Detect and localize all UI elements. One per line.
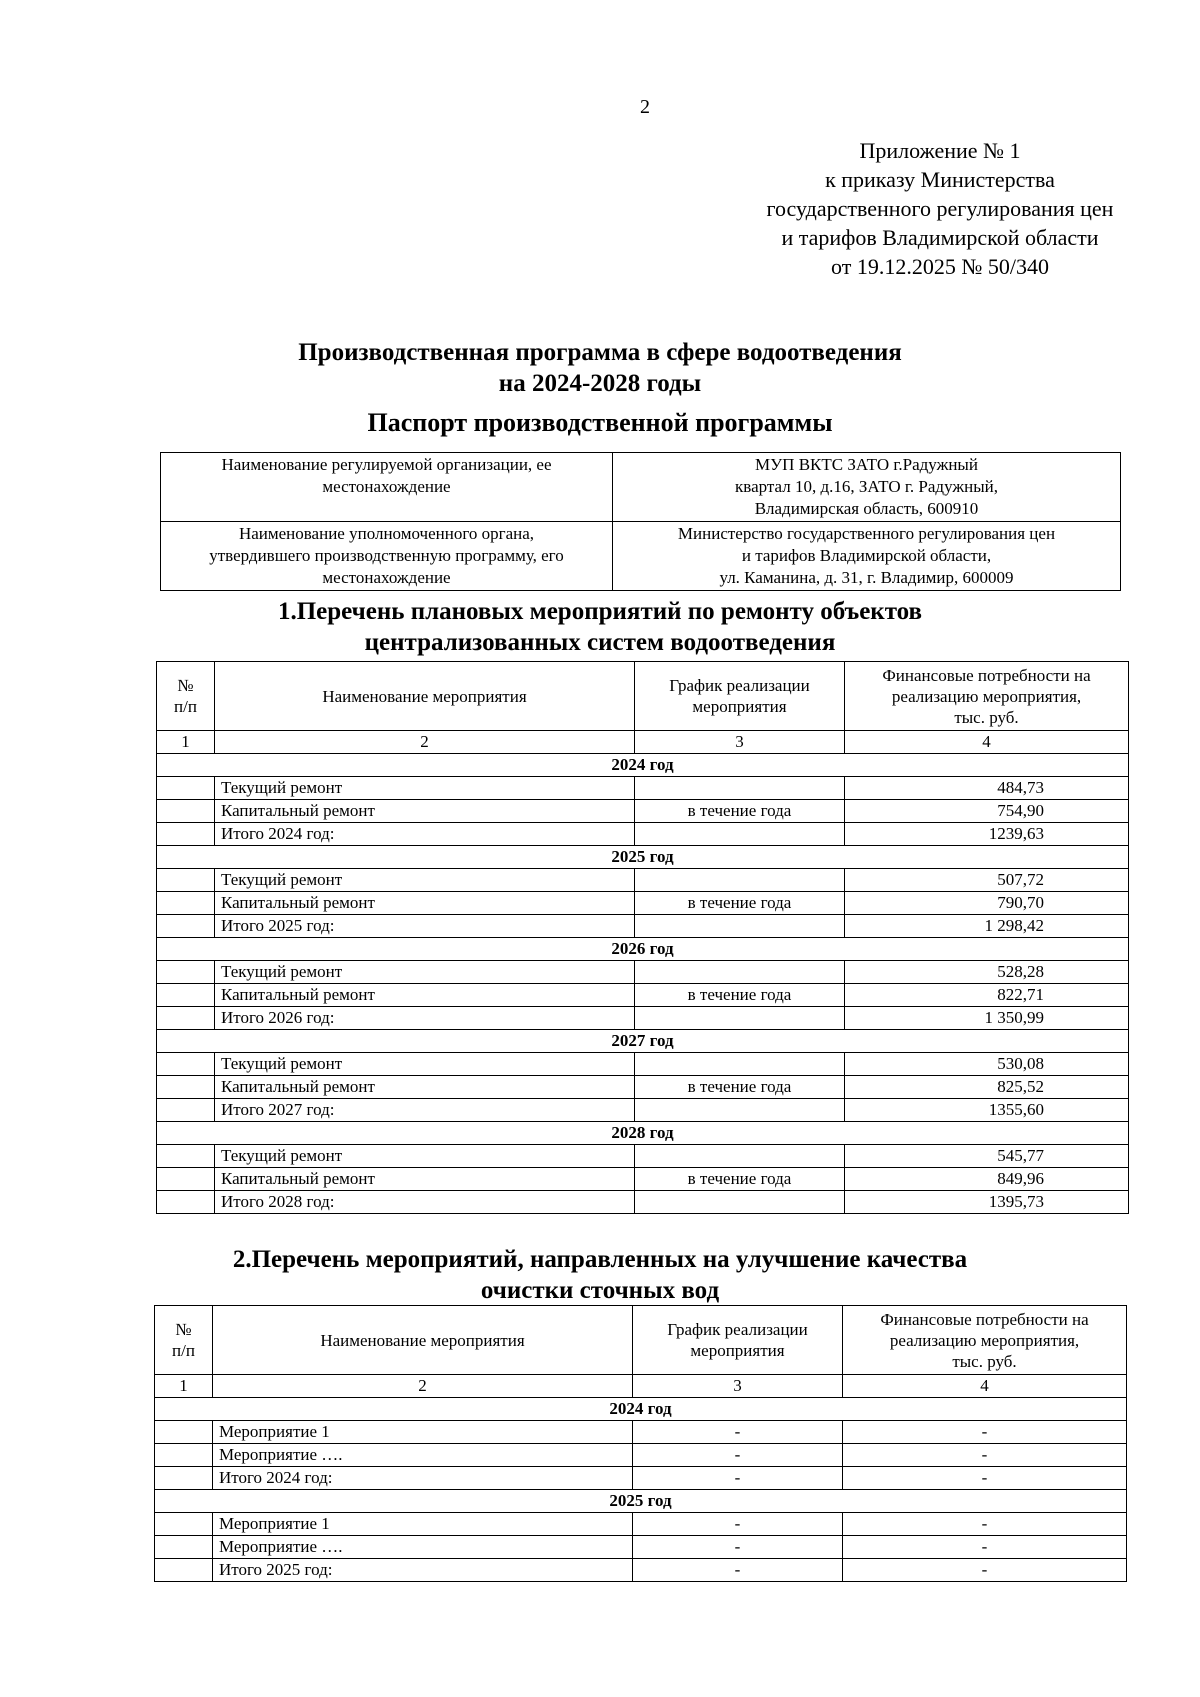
cell-line: местонахождение: [322, 568, 451, 587]
table-header-row: [157, 662, 1129, 731]
cell-line: реализацию мероприятия,: [891, 686, 1082, 706]
table-row: [155, 1421, 1127, 1444]
cell-name: Мероприятие ….: [213, 1444, 633, 1467]
cell-name: Итого 2024 год:: [213, 1467, 633, 1490]
table-row: [157, 1168, 1129, 1191]
cell-line: Финансовые потребности на: [880, 1309, 1089, 1329]
cell-value: 484,73: [845, 777, 1129, 800]
cell-schedule: -: [633, 1444, 843, 1467]
header-name: Наименование мероприятия: [215, 662, 635, 731]
section-title-line: 1.Перечень плановых мероприятий по ремонту объектов: [277, 598, 923, 625]
passport-row: [161, 453, 1121, 522]
cell-value: -: [843, 1421, 1127, 1444]
table-row: [157, 869, 1129, 892]
cell-schedule: [635, 1099, 845, 1122]
column-number: 2: [213, 1375, 633, 1398]
cell-value: 1239,63: [845, 823, 1129, 846]
column-number: 3: [635, 731, 845, 754]
header-num: [155, 1306, 213, 1375]
cell-num: [157, 823, 215, 846]
year-label: 2028 год: [157, 1122, 1129, 1145]
cell-num: [155, 1559, 213, 1582]
section-title-line: централизованных систем водоотведения: [364, 629, 836, 656]
cell-line: тыс. руб.: [952, 1351, 1017, 1371]
cell-num: [157, 1007, 215, 1030]
cell-num: [157, 1076, 215, 1099]
cell-schedule: в течение года: [635, 1168, 845, 1191]
cell-line: МУП ВКТС ЗАТО г.Радужный: [755, 455, 978, 474]
table-row: [157, 823, 1129, 846]
cell-line: График реализации: [669, 676, 810, 695]
table-row: [155, 1444, 1127, 1467]
cell-value: 545,77: [845, 1145, 1129, 1168]
cell-line: Министерство государственного регулирования цен: [677, 524, 1056, 543]
cell-name: Текущий ремонт: [215, 777, 635, 800]
year-label: 2024 год: [155, 1398, 1127, 1421]
year-label: 2026 год: [157, 938, 1129, 961]
cell-name: Текущий ремонт: [215, 869, 635, 892]
passport-row: [161, 522, 1121, 591]
cell-line: Наименование регулируемой организации, ее: [221, 455, 552, 474]
cell-line: №: [177, 676, 194, 695]
cell-schedule: в течение года: [635, 1076, 845, 1099]
year-label: 2025 год: [155, 1490, 1127, 1513]
section2-title: [0, 1244, 1200, 1306]
cell-name: Текущий ремонт: [215, 1053, 635, 1076]
cell-value: 1355,60: [845, 1099, 1129, 1122]
column-number: 1: [157, 731, 215, 754]
cell-name: Мероприятие 1: [213, 1513, 633, 1536]
cell-value: -: [843, 1467, 1127, 1490]
header-num: [157, 662, 215, 731]
cell-num: [155, 1536, 213, 1559]
cell-name: Итого 2025 год:: [215, 915, 635, 938]
cell-schedule: -: [633, 1536, 843, 1559]
table-row: [155, 1513, 1127, 1536]
year-row: [157, 1030, 1129, 1053]
table-row: [157, 1007, 1129, 1030]
cell-num: [155, 1444, 213, 1467]
cell-value: 530,08: [845, 1053, 1129, 1076]
cell-name: Капитальный ремонт: [215, 1076, 635, 1099]
table-row: [157, 800, 1129, 823]
column-number-row: [157, 731, 1129, 754]
cell-schedule: -: [633, 1513, 843, 1536]
table-row: [157, 1076, 1129, 1099]
cell-value: -: [843, 1513, 1127, 1536]
cell-schedule: [635, 869, 845, 892]
year-row: [157, 754, 1129, 777]
appendix-line: от 19.12.2025 № 50/340: [831, 254, 1049, 279]
table-row: [157, 961, 1129, 984]
cell-line: реализацию мероприятия,: [889, 1330, 1080, 1350]
cell-line: местонахождение: [322, 477, 451, 496]
passport-table: [160, 452, 1121, 591]
cell-num: [157, 1168, 215, 1191]
cell-name: Капитальный ремонт: [215, 1168, 635, 1191]
year-label: 2024 год: [157, 754, 1129, 777]
cell-line: и тарифов Владимирской области,: [741, 546, 992, 565]
cell-num: [155, 1421, 213, 1444]
cell-schedule: [635, 1007, 845, 1030]
column-number: 1: [155, 1375, 213, 1398]
cell-value: 822,71: [845, 984, 1129, 1007]
cell-num: [155, 1513, 213, 1536]
table-row: [157, 1099, 1129, 1122]
cell-line: Владимирская область, 600910: [754, 499, 979, 518]
cell-value: 825,52: [845, 1076, 1129, 1099]
year-row: [157, 938, 1129, 961]
cell-num: [157, 777, 215, 800]
header-schedule: [633, 1306, 843, 1375]
cell-name: Текущий ремонт: [215, 1145, 635, 1168]
cell-num: [157, 892, 215, 915]
repair-table: [156, 661, 1129, 1214]
table-row: [157, 1191, 1129, 1214]
cell-name: Итого 2024 год:: [215, 823, 635, 846]
main-title-line: Производственная программа в сфере водоотведения: [298, 339, 902, 366]
cell-name: Мероприятие 1: [213, 1421, 633, 1444]
column-number: 4: [843, 1375, 1127, 1398]
header-finance: [843, 1306, 1127, 1375]
table-row: [157, 892, 1129, 915]
passport-title: Паспорт производственной программы: [367, 408, 833, 437]
cell-name: Мероприятие ….: [213, 1536, 633, 1559]
header-schedule: [635, 662, 845, 731]
cell-line: квартал 10, д.16, ЗАТО г. Радужный,: [735, 477, 998, 496]
quality-table: [154, 1305, 1127, 1582]
year-label: 2025 год: [157, 846, 1129, 869]
cell-line: утвердившего производственную программу, его: [209, 546, 564, 565]
cell-line: мероприятия: [690, 1341, 785, 1360]
table-row: [155, 1467, 1127, 1490]
section1-title: [0, 596, 1200, 658]
column-number: 4: [845, 731, 1129, 754]
page-number: 2: [640, 96, 650, 118]
cell-schedule: [635, 1145, 845, 1168]
cell-num: [157, 1099, 215, 1122]
cell-schedule: [635, 777, 845, 800]
column-number: 3: [633, 1375, 843, 1398]
cell-value: 849,96: [845, 1168, 1129, 1191]
main-title: [0, 337, 1200, 399]
cell-line: мероприятия: [692, 697, 787, 716]
appendix-line: и тарифов Владимирской области: [781, 225, 1099, 250]
table-row: [155, 1559, 1127, 1582]
table-header-row: [155, 1306, 1127, 1375]
year-row: [155, 1490, 1127, 1513]
cell-line: Финансовые потребности на: [882, 665, 1091, 685]
cell-line: №: [175, 1320, 192, 1339]
year-row: [157, 1122, 1129, 1145]
cell-value: -: [843, 1559, 1127, 1582]
cell-num: [157, 961, 215, 984]
cell-name: Итого 2025 год:: [213, 1559, 633, 1582]
cell-num: [157, 869, 215, 892]
cell-name: Итого 2028 год:: [215, 1191, 635, 1214]
cell-name: Итого 2027 год:: [215, 1099, 635, 1122]
header-name: Наименование мероприятия: [213, 1306, 633, 1375]
passport-label: [161, 453, 613, 522]
table-row: [157, 1145, 1129, 1168]
column-number: 2: [215, 731, 635, 754]
cell-line: п/п: [174, 697, 197, 716]
passport-value: [613, 453, 1121, 522]
cell-num: [157, 1145, 215, 1168]
cell-line: тыс. руб.: [954, 707, 1019, 727]
cell-line: п/п: [172, 1341, 195, 1360]
cell-name: Капитальный ремонт: [215, 800, 635, 823]
header-finance: [845, 662, 1129, 731]
cell-num: [157, 1191, 215, 1214]
cell-num: [157, 800, 215, 823]
cell-schedule: [635, 961, 845, 984]
appendix-line: к приказу Министерства: [825, 167, 1055, 192]
cell-value: 754,90: [845, 800, 1129, 823]
cell-schedule: -: [633, 1467, 843, 1490]
table-row: [157, 984, 1129, 1007]
cell-value: 1 298,42: [845, 915, 1129, 938]
cell-line: [169, 498, 604, 520]
cell-num: [157, 984, 215, 1007]
cell-line: График реализации: [667, 1320, 808, 1339]
main-title-line: на 2024-2028 годы: [498, 370, 702, 397]
cell-schedule: [635, 915, 845, 938]
cell-line: Наименование уполномоченного органа,: [238, 524, 535, 543]
cell-value: 790,70: [845, 892, 1129, 915]
cell-num: [155, 1467, 213, 1490]
cell-schedule: в течение года: [635, 984, 845, 1007]
table-row: [155, 1536, 1127, 1559]
year-row: [157, 846, 1129, 869]
cell-value: 507,72: [845, 869, 1129, 892]
cell-name: Текущий ремонт: [215, 961, 635, 984]
section-title-line: очистки сточных вод: [480, 1277, 720, 1304]
table-row: [157, 1053, 1129, 1076]
cell-value: 528,28: [845, 961, 1129, 984]
cell-schedule: [635, 1191, 845, 1214]
passport-value: [613, 522, 1121, 591]
section-title-line: 2.Перечень мероприятий, направленных на улучшение качества: [232, 1246, 968, 1273]
appendix-line: государственного регулирования цен: [766, 196, 1114, 221]
cell-value: -: [843, 1444, 1127, 1467]
cell-schedule: -: [633, 1559, 843, 1582]
table-row: [157, 915, 1129, 938]
cell-name: Капитальный ремонт: [215, 984, 635, 1007]
cell-line: ул. Каманина, д. 31, г. Владимир, 600009: [719, 568, 1014, 587]
cell-num: [157, 915, 215, 938]
cell-schedule: [635, 1053, 845, 1076]
appendix-block: [740, 136, 1140, 281]
cell-schedule: [635, 823, 845, 846]
passport-label: [161, 522, 613, 591]
cell-value: 1 350,99: [845, 1007, 1129, 1030]
cell-schedule: -: [633, 1421, 843, 1444]
cell-name: Итого 2026 год:: [215, 1007, 635, 1030]
cell-value: 1395,73: [845, 1191, 1129, 1214]
column-number-row: [155, 1375, 1127, 1398]
year-label: 2027 год: [157, 1030, 1129, 1053]
cell-value: -: [843, 1536, 1127, 1559]
cell-schedule: в течение года: [635, 800, 845, 823]
table-row: [157, 777, 1129, 800]
cell-schedule: в течение года: [635, 892, 845, 915]
year-row: [155, 1398, 1127, 1421]
cell-num: [157, 1053, 215, 1076]
appendix-line: Приложение № 1: [859, 138, 1021, 163]
cell-name: Капитальный ремонт: [215, 892, 635, 915]
